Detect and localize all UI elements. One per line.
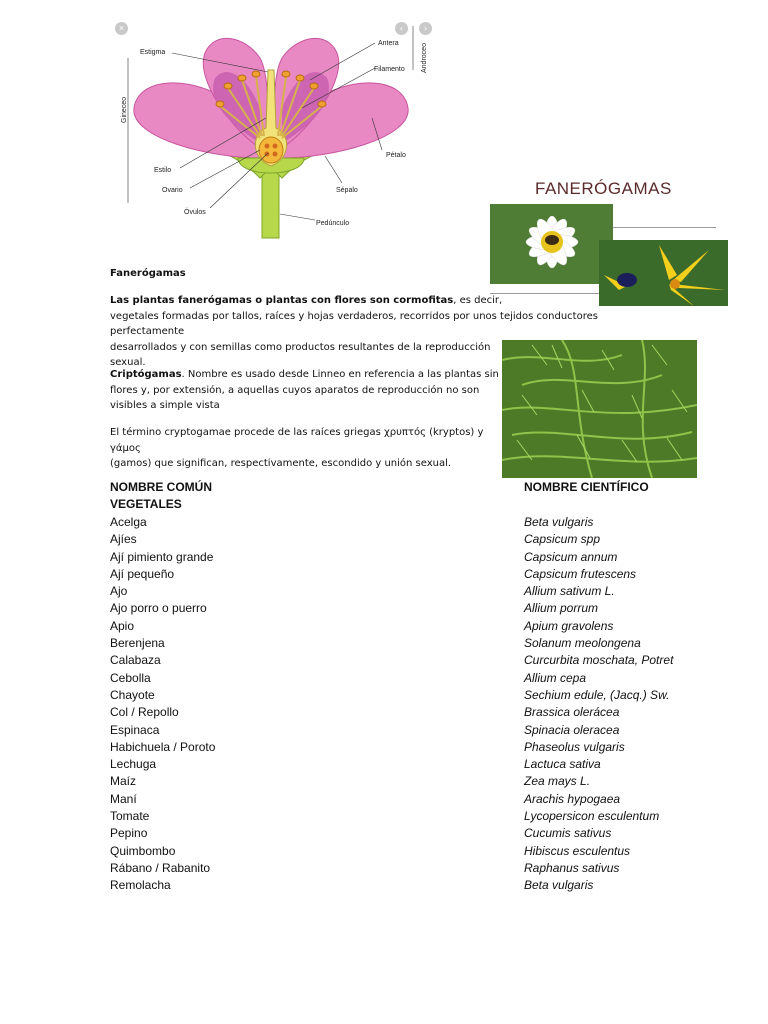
label-gineceo: Gineceo [121,96,128,123]
p3-line-1: El término cryptogamae procede de las raíces griegas χρυπτός (kryptos) y γάμος [110,427,484,454]
table-row: Capsicum frutescens [524,566,637,581]
table-row: Raphanus sativus [524,860,620,875]
table-row: Quimbombo [110,843,176,858]
table-row: Allium sativum L. [524,584,615,599]
p1-line-3: desarrollados y con semillas como productos resultantes de la reproducción [110,341,491,353]
paragraph-criptogamas [110,367,500,414]
table-row: Curcurbita moschata, Potret [524,653,674,668]
flower-diagram-svg [110,18,435,253]
daisy-photo [490,204,613,284]
table-row: Phaseolus vulgaris [524,739,625,754]
scientific-name-column [524,514,673,895]
label-antera: Antera [378,40,399,47]
table-row: Lycopersicon esculentum [524,809,660,824]
label-estigma: Estigma [140,49,166,56]
table-row: Beta vulgaris [524,878,594,893]
table-row: Ajo porro o puerro [110,601,207,616]
table-row: Sechium edule, (Jacq.) Sw. [524,687,670,702]
table-row: Zea mays L. [524,774,591,789]
table-row: Beta vulgaris [524,515,594,529]
p1-line-1: Las plantas fanerógamas o plantas con flores son cormofitas, es decir, [110,295,503,306]
label-pedunculo: Pedúnculo [316,220,350,227]
table-row: Lactuca sativa [524,757,601,772]
header-nombre-cientifico: NOMBRE CIENTÍFICO [524,480,649,494]
table-row: Apium gravolens [524,618,614,633]
table-row: Brassica olerácea [524,705,620,720]
label-sepalo: Sépalo [336,187,358,194]
p1-line-4: sexual. [110,357,146,368]
fanerogamas-banner [490,175,728,307]
section-vegetales: VEGETALES [110,497,182,511]
table-row: Capsicum spp [524,532,601,547]
p2-line-3: visibles a simple vista [110,400,220,411]
label-androceo: Androceo [421,43,428,73]
chevron-left-icon[interactable]: ‹ [395,22,408,35]
label-estilo: Estilo [154,167,172,174]
table-row: Calabaza [110,653,161,668]
heading-fanerogamas: Fanerógamas [110,268,186,279]
banner-divider [612,227,716,228]
p2-line-2: flores y, por extensión, a aquellas cuyos aparatos de reproducción no son [110,384,480,396]
table-row: Spinacia oleracea [524,722,620,737]
table-row: Arachis hypogaea [524,791,621,806]
paragraph-fanerogamas [110,293,670,371]
table-row: Hibiscus esculentus [524,843,631,858]
table-row: Capsicum annum [524,549,618,564]
table-row: Solanum meolongena [524,636,641,651]
table-row: Col / Repollo [110,705,179,720]
header-nombre-comun: NOMBRE COMÚN [110,480,212,494]
flower-diagram [110,18,435,253]
table-row: Remolacha [110,878,171,893]
common-name-column [110,514,215,895]
table-row: Apio [110,618,135,633]
table-row: Cucumis sativus [524,826,612,841]
table-row: Allium porrum [524,601,599,616]
banner-title: FANERÓGAMAS [535,179,672,198]
p3-line-2: (gamos) que significan, respectivamente, escondido y unión sexual. [110,458,452,469]
label-ovulos: Óvulos [184,209,206,216]
paragraph-cryptogamae [110,425,500,472]
table-row: Rábano / Rabanito [110,860,211,875]
p2-line-1: Criptógamas. Nombre es usado desde Linneo en referencia a las plantas sin [110,369,499,380]
close-icon[interactable]: × [115,22,128,35]
table-row: Maíz [110,774,137,789]
table-row: Ajo [110,584,128,599]
table-row: Ají pimiento grande [110,549,214,564]
chevron-right-icon[interactable]: › [419,22,432,35]
table-row: Allium cepa [524,670,587,685]
table-row: Maní [110,791,137,806]
label-ovario: Ovario [162,187,183,194]
table-row: Berenjena [110,636,165,651]
table-row: Espinaca [110,722,160,737]
table-row: Chayote [110,687,155,702]
p2-bold: Criptógamas [110,369,182,380]
table-row: Cebolla [110,670,151,685]
table-row: Habichuela / Poroto [110,739,216,754]
label-petalo: Pétalo [386,152,406,159]
table-row: Lechuga [110,757,157,772]
p1-line-2: vegetales formadas por tallos, raíces y hojas verdaderos, recorridos por unos tejidos conductores perfectamente [110,310,598,337]
table-row: Tomate [110,809,150,824]
table-row: Ají pequeño [110,566,175,581]
label-filamento: Filamento [374,66,405,73]
p1-bold: Las plantas fanerógamas o plantas con flores son cormofitas [110,295,454,306]
table-row: Pepino [110,826,148,841]
table-row: Ajíes [110,532,137,547]
table-row: Acelga [110,515,147,529]
